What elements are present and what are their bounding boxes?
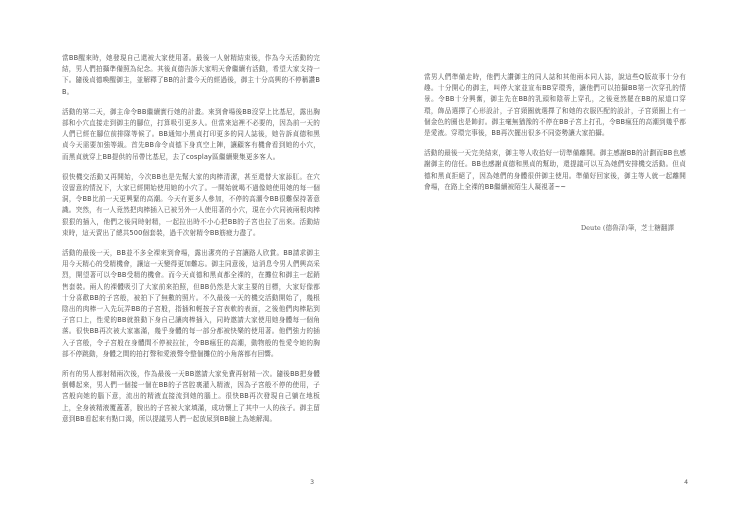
paragraph: 活動的最後一天完美結束，御主等人收拾好一切準備離開。御主感謝BB的計劃而BB也感謝御主的信任。BB也感謝貞德和黑貞的幫助，還提議可以互為她們安排機交活動。但貞德和黑貞拒絕了，因為她們的身體很併御主使用。準備好回家後，御主等人就一起離開會場，在路上全裸的BB繼續被陌生人凝視著~~ [424, 149, 686, 191]
right-text-column [424, 72, 686, 202]
paragraph: 當男人們準備走時，他們大讚御主的同人誌和其他兩本同人誌，說這些Q版故事十分有趣。十分開心的御主，叫停大家並宣布BB穿環秀，讓他們可以拍攝BB第一次穿孔的情景。令BB十分興奮，御主先在BB的乳頭和陰蒂上穿孔，之後竟然罷在BB的尿道口穿環，飾品選擇了心形設計，子宮頸圈就選擇了和她的衣服匹配的設計，子宮頸圈上有一個金色的圈也是飾釘。御主毫無猶豫的不停在BB子宮上打孔，令BB瘋狂的高潮到幾乎都是愛液。穿環完事後，BB再次擺出很多不同姿勢讓大家拍攝。 [424, 73, 686, 138]
left-text-column [62, 53, 320, 434]
page-right [368, 0, 736, 520]
paragraph: 當BB醒來時，她發現自己還被大家使用著。最後一人射精結束後，作為今天活動的完結，男人們拍攝準備照為紀念。其後貞德告訴大家明天會繼續有活動，希望大家支持一下。隨後貞德喚醒御主，並解釋了BB的計畫今天的經過後，御主十分高興的不停稱讚BB。 [62, 54, 320, 96]
paragraph: 很快機交活動又再開始，今次BB也是先幫大家的肉棒清潔，甚至還替大家舔肛。在穴沒留意的情況下，大家已經開始使用她的小穴了。一開始就喝不過像她使用她的每一個洞，令BB比前一天更興緊的高潮。今天有更多人參加，不停的高潮令BB很難保持著意識。突然，有一人竟然把肉棒插入已被另外一人使用著的小穴，現在小穴同被兩根肉棒狠狠的插入，他們之後同時射精，一起拉出時不小心把BB的子宮也拉了出來。活動結束時，這天賣出了總共500個套裝，過千次射精令BB筋疲力盡了。 [62, 172, 320, 237]
page-number: 3 [310, 479, 314, 486]
paragraph: 所有的男人都射精兩次後，作為最後一天BB邀請大家免費再射精一次。隨後BB把身體倒轉起來，男人們一個接一個在BB的子宮腔裏灌入精液，因為子宮般不停的使用，子宮般向她的腦下意，流出的精液直接流到她的腦上。很快BB再次發現自己躺在地板上，全身被精液覆蓋著，脫出的子宮被大家填滿，成功懷上了其中一人的孩子。御主留意到BB看起來有點口渴，所以提議男人們一起放尿到BB臉上為她解渴。 [62, 370, 320, 423]
paragraph: 活動的最後一天，BB並不多全裸來到會場，露出潔亮的子宮讓路人欣賞。BB請求御主用今天精心的受精機會，讓這一天變得更加難忘。御主同意後，這消息令男人們興高采烈，開望著可以令BB受精的機會。而今天貞德和黑貞都全裸的，在攤位和御主一起銷售套裝。兩人的裸體吸引了大家前來拍照，但BB仍然是大家主要的目標，大家好像都十分喜歡BB的子宮般，被拍下了無數的照片。不久最後一天的機交活動開始了，幾根陰出的肉棒一入先玩弄BB的子宮般，指插和輕按子宮表軟的表面，之後他們肉棒貼到子宮口上，性愛的BB就推動下身自己讓肉棒插入，同時邀請大家使用她身體每一個角落。很快BB再次被大家塞滿，幾乎身體的每一部分都被快樂的使用著。他們強力的插入子宮般，令子宮般在身體間不停被拉扯，令BB瘋狂的高潮，動物般的性愛令她的胸部不停跳動，身體之間的拍打聲和愛液聲令整個攤位的小角落都有回響。 [62, 249, 320, 358]
author-translator-credit: Deute (德魯泽)筆，芝士糖翻譯 [580, 224, 674, 232]
paragraph: 活動的第二天，御主命令BB繼續實行她的計畫。來到會場後BB沒穿上比基尼，露出胸部和小穴直接走到御主的腳位，打算吸引更多人。但當來這裡不必要的，因為前一天的人們已經在腳位前排隊等候了。BB通知小黑貞打印更多的同人誌後，她告訴貞德和黑貞今天需要加強等級。首先BB命令貞德下身真空上陣，讓顧客有機會看到她的小穴，而黑貞就穿上BB提供的吊帶比基尼，去了cosplay區繼續聚集更多客人。 [62, 107, 320, 161]
page-number: 4 [684, 479, 688, 486]
